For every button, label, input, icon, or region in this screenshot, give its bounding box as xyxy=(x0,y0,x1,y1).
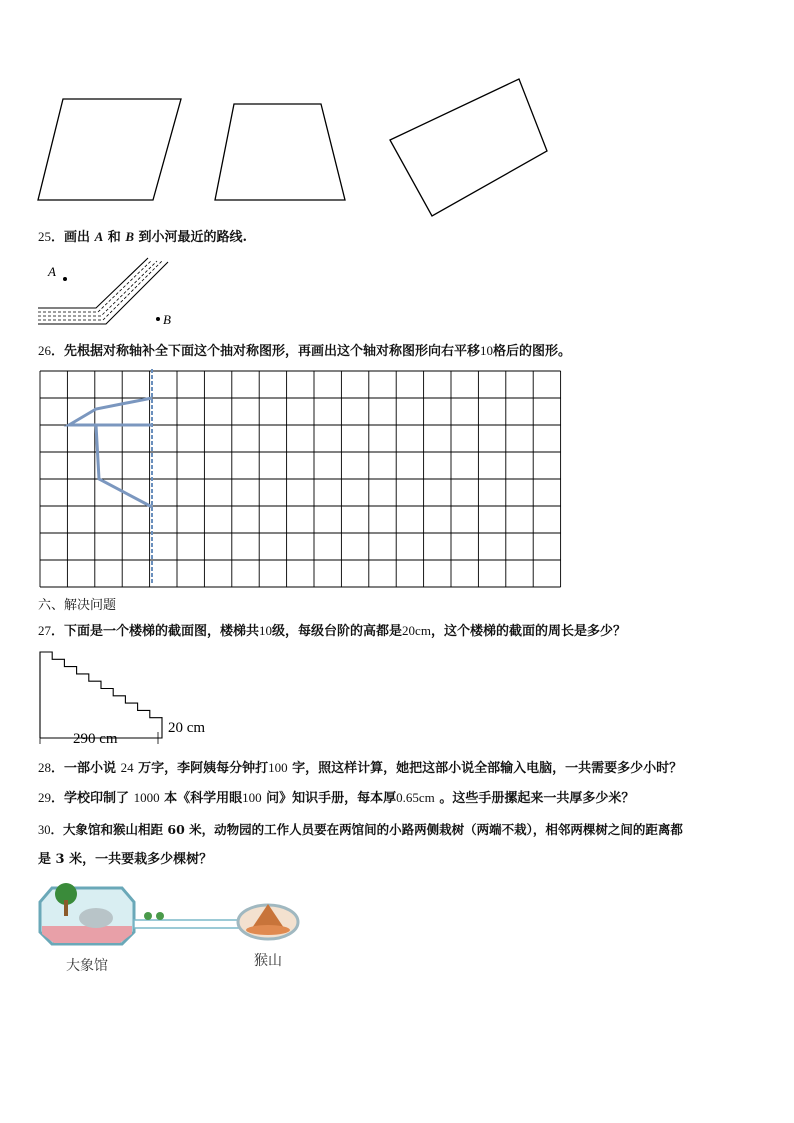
elephant-house-label: 大象馆 xyxy=(66,958,108,974)
question-30-line-1: 30．大象馆和猴山相距 60 米，动物园的工作人员要在两馆间的小路两侧栽树（两端不栽），相邻两棵树之间的距离都 xyxy=(38,822,683,837)
river-figure xyxy=(30,252,180,332)
moat xyxy=(246,925,290,935)
path-tree-2 xyxy=(156,912,164,920)
elephant-icon xyxy=(79,908,113,928)
elephant-enclosure-wall xyxy=(42,926,132,943)
parallelogram xyxy=(38,99,181,200)
path-tree-1 xyxy=(144,912,152,920)
half-figure xyxy=(69,398,152,425)
trapezoid xyxy=(215,104,345,200)
tree-trunk xyxy=(64,900,68,916)
point-b-label: B xyxy=(163,312,171,327)
section-heading: 六、解决问题 xyxy=(38,598,117,613)
river-bank-bottom xyxy=(38,262,168,324)
question-27: 27．下面是一个楼梯的截面图，楼梯共10级，每级台阶的高都是20cm，这个楼梯的截面的周长是多少？ xyxy=(38,623,626,639)
width-label: 290 cm xyxy=(73,731,118,747)
shapes-figure xyxy=(0,0,794,230)
height-label: 20 cm xyxy=(168,720,206,736)
rotated-rectangle xyxy=(390,79,547,216)
staircase-figure xyxy=(30,648,230,748)
monkey-hill-label: 猴山 xyxy=(254,953,282,969)
point-b xyxy=(156,317,160,321)
question-26: 26．先根据对称轴补全下面这个抽对称图形，再画出这个轴对称图形向右平移10格后的图形。 xyxy=(38,343,572,359)
question-25: 25．画出 A 和 B 到小河最近的路线. xyxy=(38,229,248,245)
point-a xyxy=(63,277,67,281)
river-dash-3 xyxy=(38,261,162,320)
zoo-figure xyxy=(38,880,308,950)
half-figure-lower xyxy=(96,425,152,507)
point-a-label: A xyxy=(48,264,56,279)
staircase xyxy=(40,652,162,738)
connecting-path xyxy=(134,920,244,928)
grid-figure xyxy=(38,369,568,591)
question-30-line-2: 是 3 米，一共要栽多少棵树？ xyxy=(38,852,213,867)
question-29: 29．学校印制了 1000 本《科学用眼100 问》知识手册，每本厚0.65cm 。这些手册摞起来一共厚多少米？ xyxy=(38,790,635,806)
question-28: 28．一部小说 24 万字，李阿姨每分钟打100 字，照这样计算，她把这部小说全部输入电脑，一共需要多少小时？ xyxy=(38,760,683,776)
